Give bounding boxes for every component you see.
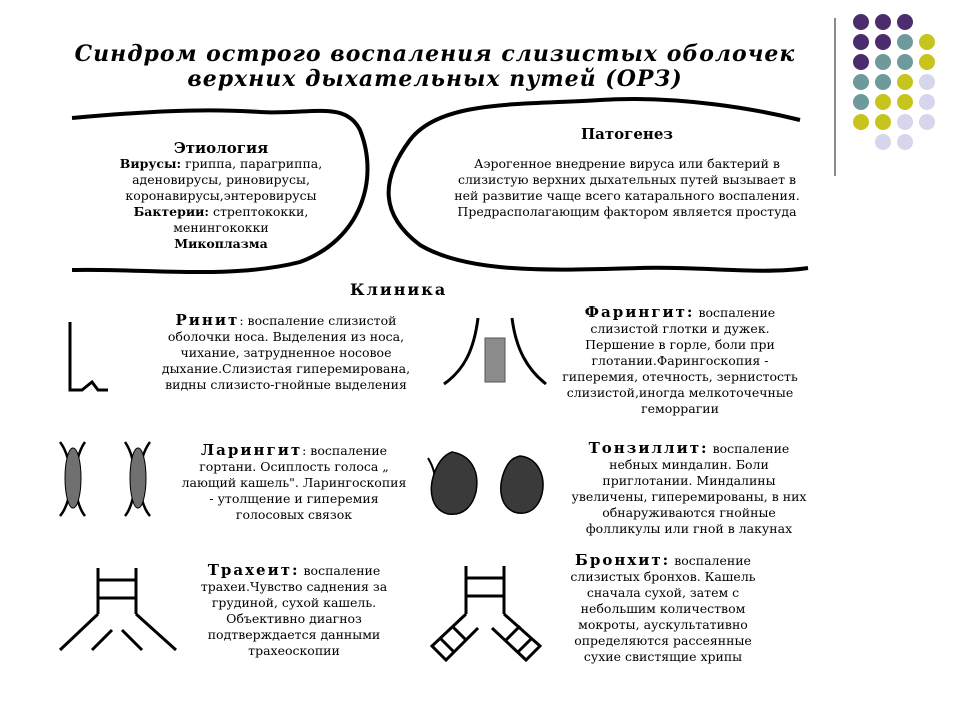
tonsillitis-block [566, 440, 812, 537]
pathogenesis-text: Аэрогенное внедрение вируса или бактерий в слизистую верхних дыхательных путей вызывает в ней развитие чаще всего катарального воспаления. Предрасполагающим фактором является простуда [454, 156, 800, 219]
nose-profile-icon [70, 322, 108, 390]
pharynx-icon [444, 318, 546, 384]
tracheitis-block [194, 562, 394, 659]
rhinitis-block [148, 312, 424, 393]
bronchitis-name: Бронхит: [575, 551, 671, 569]
pathogenesis-block [442, 126, 812, 220]
pharyngitis-block [560, 304, 800, 417]
etiology-mycoplasma: Микоплазма [174, 236, 268, 251]
laryngitis-block [178, 442, 410, 523]
etiology-viruses [96, 156, 346, 204]
pathogenesis-heading: Патогенез [580, 125, 673, 143]
viruses-text: гриппа, парагриппа, аденовирусы, риновирусы, коронавирусы,энтеровирусы [125, 156, 323, 203]
rhinitis-name: Ринит [175, 311, 240, 329]
etiology-block [96, 140, 346, 252]
bronchi-icon [432, 566, 540, 660]
tonsillitis-text: воспаление небных миндалин. Боли приглотании. Миндалины увеличены, гиперемированы, в них обнаруживаются гнойные фолликулы или гной в лакунах [571, 441, 807, 536]
bronchitis-block [556, 552, 770, 665]
viruses-label: Вирусы: [119, 156, 182, 171]
laryngitis-name: Ларингит [200, 441, 303, 459]
laryngitis-text: : воспаление гортани. Осиплость голоса „ лающий кашель". Ларингоскопия - утолщение и гиперемия голосовых связок [181, 443, 407, 522]
rhinitis-text: : воспаление слизистой оболочки носа. Выделения из носа, чихание, затрудненное носовое дыхание.Слизистая гиперемирована, видны слизисто-гнойные выделения [161, 313, 411, 392]
title-line-2: верхних дыхательных путей (ОРЗ) [187, 66, 683, 92]
trachea-icon [60, 568, 176, 650]
pharyngitis-text: воспаление слизистой глотки и дужек. Першение в горле, боли при глотании.Фарингоскопия - гиперемия, отечность, зернистость слизистой,иногда мелкоточечные геморрагии [562, 305, 798, 416]
clinic-heading: Клиника [350, 280, 448, 299]
bacteria-text: стрептококки, менингококки [173, 204, 309, 235]
vocal-cords-icon [60, 442, 150, 516]
tracheitis-text: воспаление трахеи.Чувство саднения за грудиной, сухой кашель. Объективно диагноз подтверждается данными трахеоскопии [200, 563, 388, 658]
tonsillitis-name: Тонзиллит: [588, 439, 709, 457]
tonsils-icon [428, 452, 543, 514]
pharyngitis-name: Фарингит: [584, 303, 695, 321]
title-line-1: Синдром острого воспаления слизистых оболочек [74, 41, 796, 67]
etiology-heading: Этиология [173, 139, 269, 157]
tracheitis-name: Трахеит: [207, 561, 300, 579]
etiology-bacteria [96, 204, 346, 236]
bacteria-label: Бактерии: [133, 204, 210, 219]
bronchitis-text: воспаление слизистых бронхов. Кашель сначала сухой, затем с небольшим количеством мокроты, аускультативно определяются рассеянные сухие свистящие хрипы [570, 553, 756, 664]
